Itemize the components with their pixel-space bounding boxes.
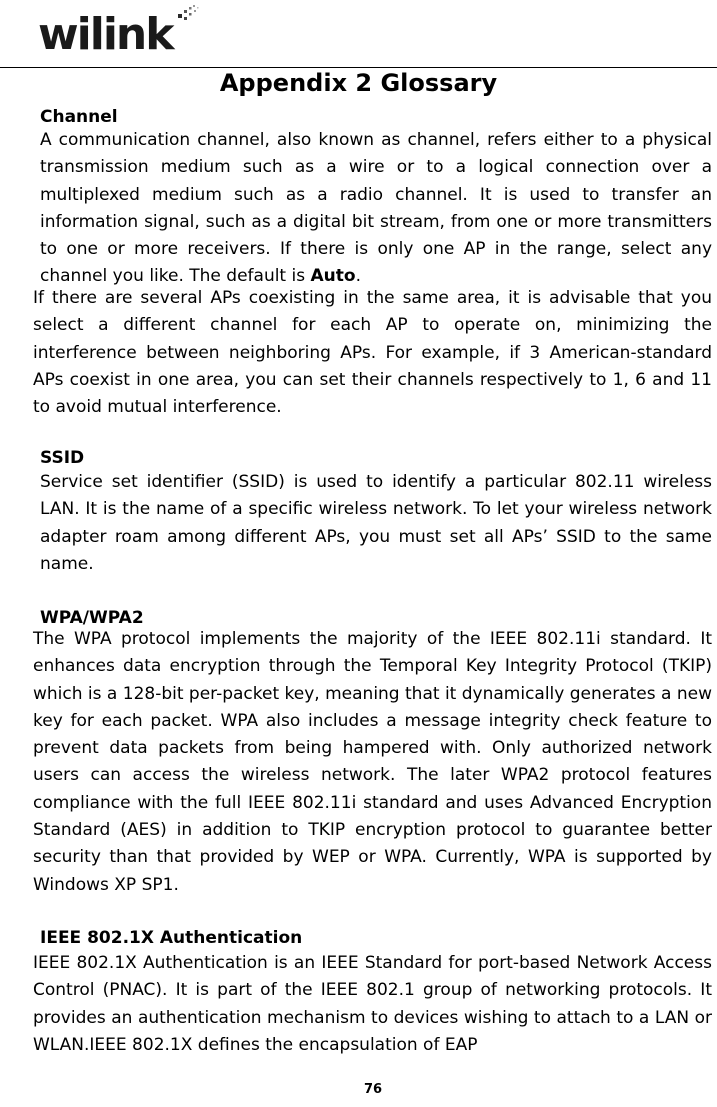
term-wpa: WPA/WPA2 bbox=[40, 608, 144, 628]
page-title: Appendix 2 Glossary bbox=[219, 69, 498, 97]
term-ieee-8021x: IEEE 802.1X Authentication bbox=[40, 928, 303, 948]
channel-definition bbox=[40, 127, 712, 291]
channel-default-value: Auto bbox=[310, 266, 356, 287]
wilink-logo bbox=[38, 4, 198, 62]
logo-signal-dots-icon bbox=[176, 4, 200, 32]
channel-definition-text: A communication channel, also known as channel, refers either to a physical transmission medium such as a wire or to a logical connection over a multiplexed medium such as a radio channel. It is used to transfer an information signal, such as a digital bit stream, from one or more transmitters to one or more receivers. If there is only one AP in the range, select any channel you like. The default is bbox=[40, 130, 712, 287]
ssid-definition: Service set identifier (SSID) is used to identify a particular 802.11 wireless LAN. It is the name of a specific wireless network. To let your wireless network adapter roam among different APs, you must set all APs’ SSID to the same name. bbox=[40, 472, 712, 574]
logo-wordmark: wilink bbox=[38, 9, 173, 60]
ieee-8021x-definition: IEEE 802.1X Authentication is an IEEE Standard for port-based Network Access Control (PNAC). It is part of the IEEE 802.1 group of networking protocols. It provides an authentication mechanism to devices wishing to attach to a LAN or WLAN.IEEE 802.1X defines the encapsulation of EAP bbox=[33, 953, 712, 1055]
term-channel: Channel bbox=[40, 107, 118, 127]
wpa-definition: The WPA protocol implements the majority of the IEEE 802.11i standard. It enhances data encryption through the Temporal Key Integrity Protocol (TKIP) which is a 128-bit per-packet key, meaning that it dynamically generates a new key for each packet. WPA also includes a message integrity check feature to prevent data packets from being hampered with. Only authorized network users can access the wireless network. The later WPA2 protocol features compliance with the full IEEE 802.11i standard and uses Advanced Encryption Standard (AES) in addition to TKIP encryption protocol to guarantee better security than that provided by WEP or WPA. Currently, WPA is supported by Windows XP SP1. bbox=[33, 629, 712, 895]
channel-definition-end: . bbox=[355, 266, 361, 287]
page-number: 76 bbox=[363, 1082, 383, 1097]
term-ssid: SSID bbox=[40, 448, 85, 468]
page-header bbox=[0, 0, 717, 70]
channel-advice: If there are several APs coexisting in the same area, it is advisable that you select a different channel for each AP to operate on, minimizing the interference between neighboring APs. For example, if 3 American-standard APs coexist in one area, you can set their channels respectively to 1, 6 and 11 to avoid mutual interference. bbox=[33, 288, 712, 418]
